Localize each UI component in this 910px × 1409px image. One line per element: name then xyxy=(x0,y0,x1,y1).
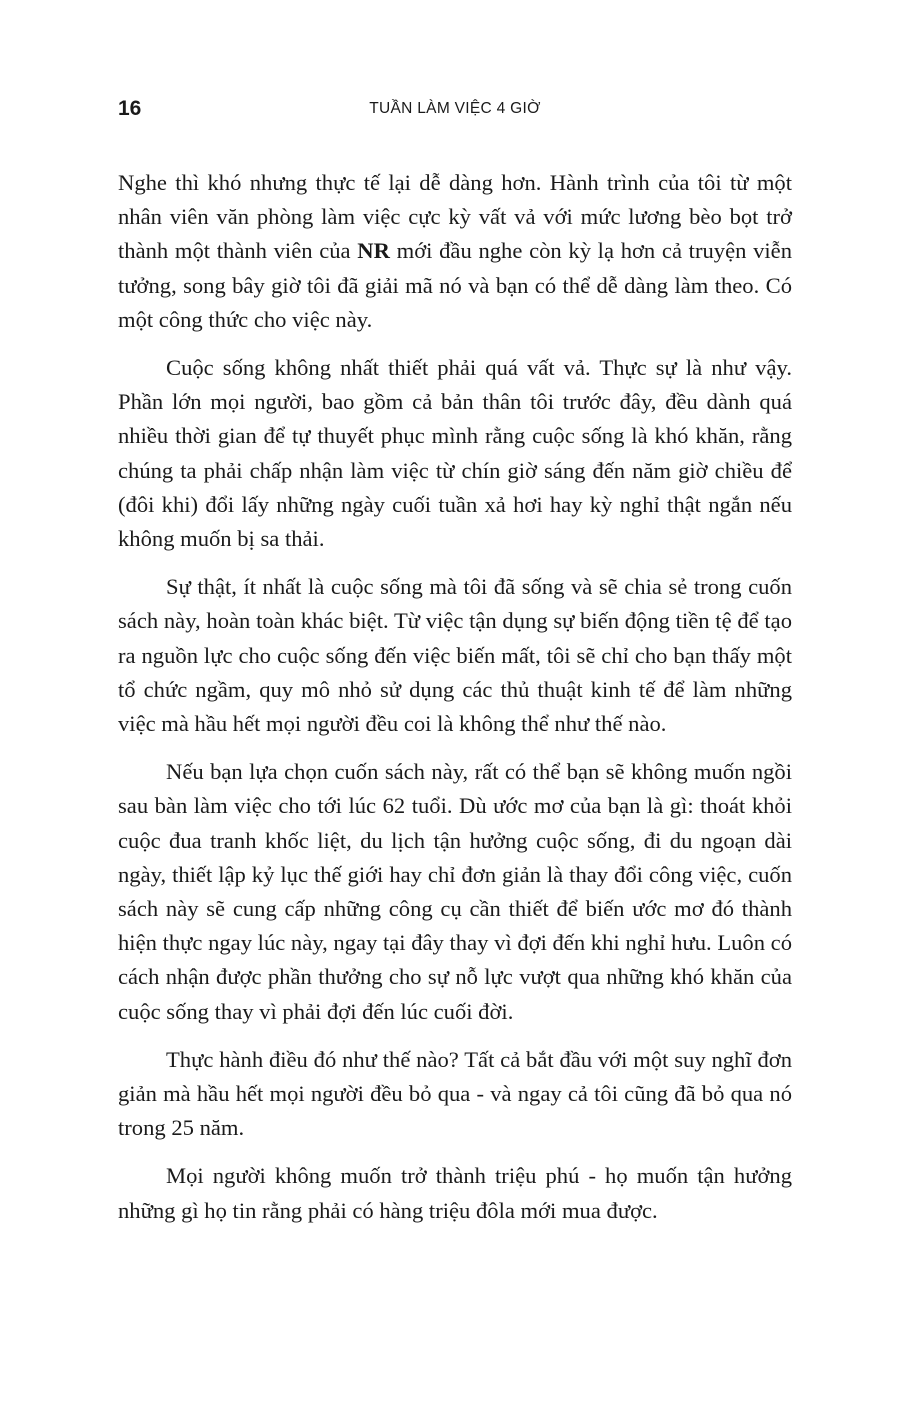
bold-abbreviation: NR xyxy=(357,238,390,264)
paragraph-5: Thực hành điều đó như thế nào? Tất cả bắt đầu với một suy nghĩ đơn giản mà hầu hết mọi người đều bỏ qua - và ngay cả tôi cũng đã bỏ qua nó trong 25 năm. xyxy=(118,1046,792,1141)
paragraph-1-end: mới đầu nghe còn kỳ lạ hơn cả truyện viễn tưởng, song bây giờ tôi đã giải mã nó và bạn có thể dễ dàng làm theo. Có một công thức cho việc này. xyxy=(118,238,793,332)
paragraph-1 xyxy=(118,166,792,337)
page-number: 16 xyxy=(118,97,142,120)
paragraph-2: Cuộc sống không nhất thiết phải quá vất vả. Thực sự là như vậy. Phần lớn mọi người, bao gồm cả bản thân tôi trước đây, đều dành quá nhiều thời gian để tự thuyết phục mình rằng cuộc sống là khó khăn, rằng chúng ta phải chấp nhận làm việc từ chín giờ sáng đến năm giờ chiều để (đôi khi) đổi lấy những ngày cuối tuần xả hơi hay kỳ nghỉ thật ngắn nếu không muốn bị sa thải. xyxy=(118,355,792,552)
paragraph-4: Nếu bạn lựa chọn cuốn sách này, rất có thể bạn sẽ không muốn ngồi sau bàn làm việc cho tới lúc 62 tuổi. Dù ước mơ của bạn là gì: thoát khỏi cuộc đua tranh khốc liệt, du lịch tận hưởng cuộc sống, đi du ngoạn dài ngày, thiết lập kỷ lục thế giới hay chỉ đơn giản là thay đổi công việc, cuốn sách này sẽ cung cấp những công cụ cần thiết để biến ước mơ đó thành hiện thực ngay lúc này, ngay tại đây thay vì đợi đến khi nghỉ hưu. Luôn có cách nhận được phần thưởng cho sự nỗ lực vượt qua những khó khăn của cuộc sống thay vì phải đợi đến lúc cuối đời. xyxy=(118,759,792,1024)
paragraph-6: Mọi người không muốn trở thành triệu phú - họ muốn tận hưởng những gì họ tin rằng phải có hàng triệu đôla mới mua được. xyxy=(118,1163,792,1223)
body-text xyxy=(118,166,792,1242)
paragraph-1-start: Nghe thì khó nhưng thực tế lại dễ dàng hơn. Hành trình của tôi từ một nhân viên văn phòng làm việc cực kỳ vất vả với mức lương bèo bọt trở thành một thành viên của xyxy=(118,170,792,264)
paragraph-3: Sự thật, ít nhất là cuộc sống mà tôi đã sống và sẽ chia sẻ trong cuốn sách này, hoàn toàn khác biệt. Từ việc tận dụng sự biến động tiền tệ để tạo ra nguồn lực cho cuộc sống đến việc biến mất, tôi sẽ chỉ cho bạn thấy một tổ chức ngầm, quy mô nhỏ sử dụng các thủ thuật kinh tế để làm những việc mà hầu hết mọi người đều coi là không thể như thế nào. xyxy=(118,574,792,737)
running-title: TUẦN LÀM VIỆC 4 GIỜ xyxy=(369,100,541,117)
